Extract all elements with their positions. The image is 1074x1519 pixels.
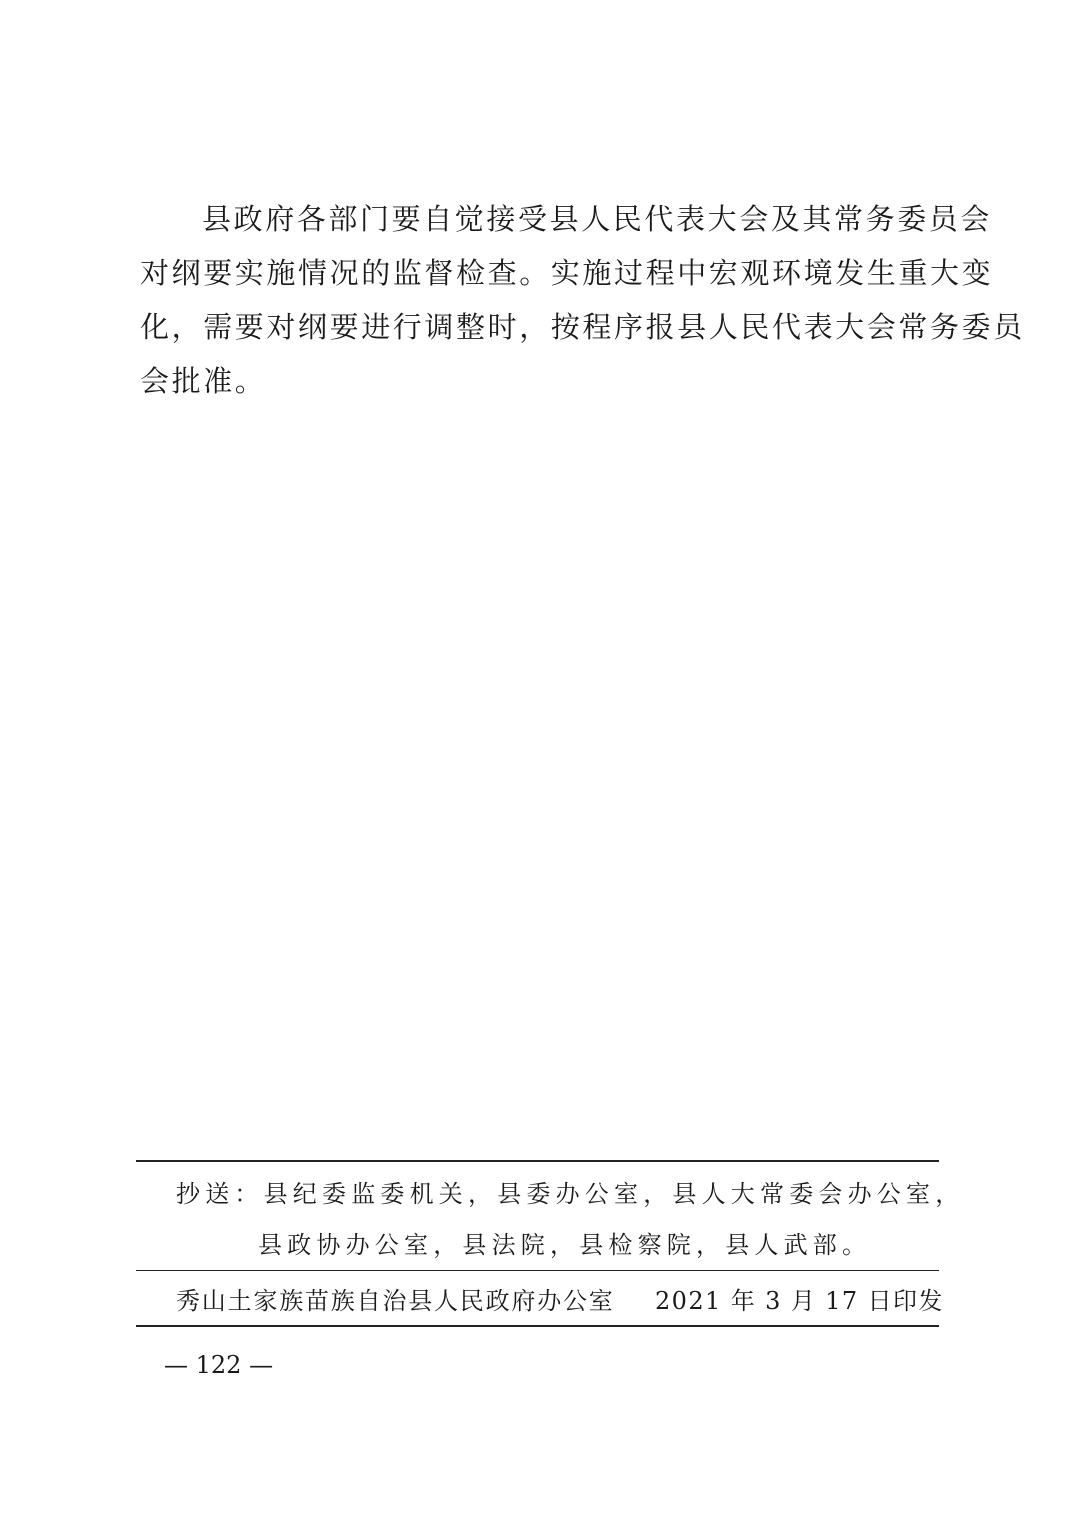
issuing-office: 秀山土家族苗族自治县人民政府办公室 (176, 1287, 615, 1315)
paragraph-line-3: 化，需要对纲要进行调整时，按程序报县人民代表大会常务委员 (140, 310, 1025, 344)
footer-bottom-rule (136, 1325, 939, 1327)
cc-recipients-line-2: 县政协办公室，县法院，县检察院，县人武部。 (258, 1231, 872, 1259)
issue-date: 2021 年 3 月 17 日印发 (655, 1287, 944, 1315)
paragraph-line-4: 会批准。 (140, 364, 267, 398)
footer-middle-rule (136, 1270, 939, 1271)
body-paragraph (140, 192, 1025, 408)
paragraph-line-2: 对纲要实施情况的监督检查。实施过程中宏观环境发生重大变 (140, 256, 994, 290)
cc-recipients-line-1: 抄送：县纪委监委机关，县委办公室，县人大常委会办公室， (176, 1180, 965, 1208)
paragraph-line-1: 县政府各部门要自觉接受县人民代表大会及其常务委员会 (202, 202, 993, 236)
page-number: — 122 — (164, 1351, 274, 1379)
footer-top-rule (136, 1160, 939, 1162)
